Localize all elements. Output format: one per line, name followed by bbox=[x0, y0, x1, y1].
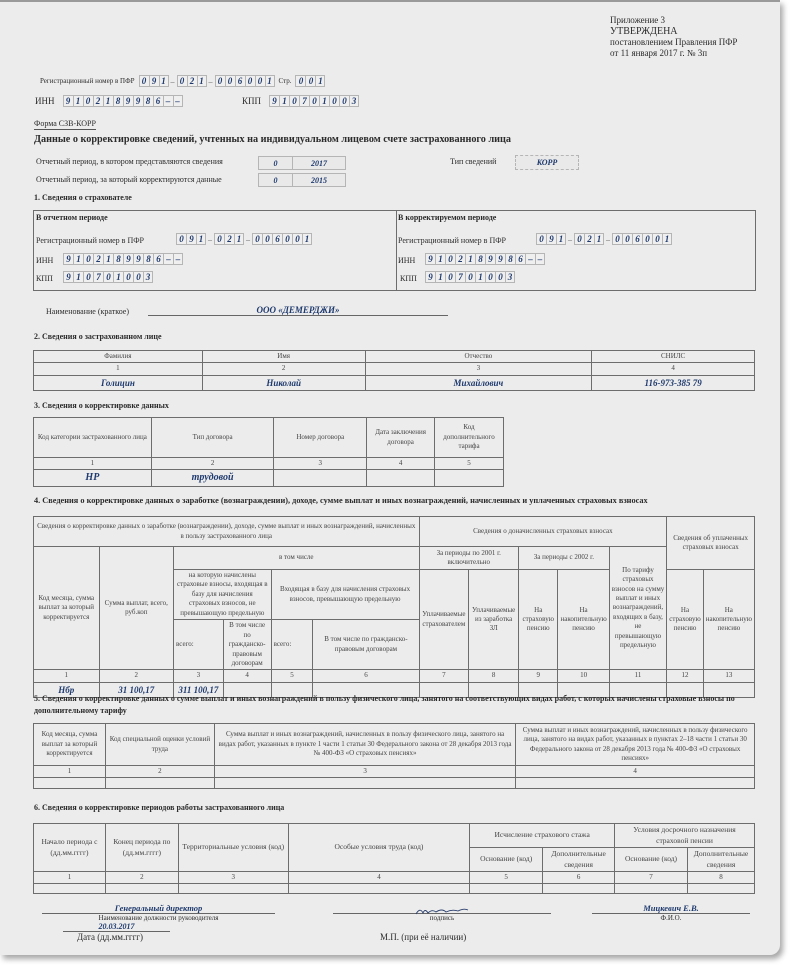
inn-digit-cell[interactable]: 9 bbox=[63, 95, 73, 107]
header-all: всего: bbox=[174, 620, 224, 670]
empty-cell[interactable] bbox=[615, 884, 688, 894]
left-kpp-field[interactable] bbox=[63, 271, 153, 283]
header-additional-info-early: Дополнительные сведения bbox=[687, 848, 754, 872]
stamp-label: М.П. (при её наличии) bbox=[380, 932, 467, 942]
table-row bbox=[34, 884, 755, 894]
info-type-value: КОРР bbox=[536, 158, 558, 167]
header-sum-point1: Сумма выплат и иных вознаграждений, начисленных в пользу физического лица, занятого на видах работ, указанных в пункте 1 части 1 статьи 30 Федерального закона от 28 декабря 2013 года № 400-ФЗ «О страховых пенсиях» bbox=[214, 724, 516, 766]
section6-title: 6. Сведения о корректировке периодов работы застрахованного лица bbox=[34, 803, 285, 812]
col-number: 8 bbox=[687, 872, 754, 884]
reg-digit-cell[interactable]: 6 bbox=[235, 75, 245, 87]
reg-digit-cell[interactable]: 0 bbox=[574, 233, 584, 245]
signature-label: подпись bbox=[429, 914, 455, 922]
contract-date-cell[interactable] bbox=[367, 470, 435, 487]
table-header-row bbox=[34, 418, 504, 458]
page-digit-cell[interactable]: 1 bbox=[315, 75, 325, 87]
reg-digit-cell[interactable]: 0 bbox=[176, 233, 186, 245]
right-kpp-label: КПП bbox=[400, 274, 417, 283]
top-reg-field[interactable] bbox=[139, 75, 275, 87]
approved-by-label: постановлением Правления ПФР bbox=[610, 37, 738, 47]
info-type-label: Тип сведений bbox=[450, 157, 497, 166]
inn-digit-cell[interactable]: 1 bbox=[103, 95, 113, 107]
reg-digit-cell[interactable]: 0 bbox=[652, 233, 662, 245]
kpp-digit-cell[interactable]: 9 bbox=[269, 95, 279, 107]
info-type-field[interactable] bbox=[515, 155, 579, 170]
earnings-cell[interactable]: Нбр bbox=[34, 682, 100, 697]
inn-digit-cell[interactable]: – bbox=[173, 253, 183, 265]
header-surname: Фамилия bbox=[34, 351, 203, 363]
table-row bbox=[34, 470, 504, 487]
inn-digit-cell[interactable]: 0 bbox=[445, 253, 455, 265]
inn-digit-cell[interactable]: 0 bbox=[83, 253, 93, 265]
col-number: 7 bbox=[615, 872, 688, 884]
kpp-digit-cell[interactable]: 1 bbox=[113, 271, 123, 283]
reg-digit-cell[interactable]: 9 bbox=[186, 233, 196, 245]
kpp-digit-cell[interactable]: 0 bbox=[339, 95, 349, 107]
right-reg-field[interactable] bbox=[536, 233, 672, 245]
dash-separator: – bbox=[208, 76, 213, 86]
table-row bbox=[34, 778, 755, 789]
kpp-digit-cell[interactable]: 9 bbox=[63, 271, 73, 283]
empty-cell[interactable] bbox=[288, 884, 470, 894]
page-digit-cell[interactable]: 0 bbox=[305, 75, 315, 87]
left-reg-field[interactable] bbox=[176, 233, 312, 245]
table-number-row bbox=[34, 670, 755, 682]
top-kpp-row bbox=[242, 95, 359, 107]
correction-table bbox=[33, 417, 504, 487]
col-number: 9 bbox=[519, 670, 558, 682]
header-seniority-group: Исчисление страхового стажа bbox=[470, 824, 615, 848]
col-number: 4 bbox=[223, 670, 271, 682]
reg-digit-cell[interactable]: 6 bbox=[272, 233, 282, 245]
reg-digit-cell[interactable]: 0 bbox=[292, 233, 302, 245]
kpp-digit-cell[interactable]: 3 bbox=[143, 271, 153, 283]
header-paid-group: Сведения об уплаченных страховых взносах bbox=[667, 517, 755, 570]
empty-cell[interactable] bbox=[105, 778, 214, 789]
col-number: 7 bbox=[419, 670, 469, 682]
inn-digit-cell[interactable]: 9 bbox=[495, 253, 505, 265]
earnings-cell[interactable]: 31 100,17 bbox=[99, 682, 173, 697]
inn-digit-cell[interactable]: 6 bbox=[153, 95, 163, 107]
position-field[interactable]: Генеральный директор bbox=[42, 903, 275, 914]
contract-number-cell[interactable] bbox=[274, 470, 367, 487]
reg-digit-cell[interactable]: 9 bbox=[149, 75, 159, 87]
inn-digit-cell[interactable]: – bbox=[173, 95, 183, 107]
period-corr-label: Отчетный период, за который корректируются данные bbox=[36, 175, 222, 184]
fio-field[interactable]: Мицкевич Е.В. bbox=[592, 903, 750, 914]
col-number: 3 bbox=[178, 872, 288, 884]
kpp-digit-cell[interactable]: 0 bbox=[133, 271, 143, 283]
empty-cell[interactable] bbox=[543, 884, 615, 894]
top-reg-row bbox=[40, 75, 325, 87]
inn-digit-cell[interactable]: 2 bbox=[93, 95, 103, 107]
kpp-digit-cell[interactable]: 0 bbox=[445, 271, 455, 283]
table-number-row bbox=[34, 458, 504, 470]
table-number-row bbox=[34, 872, 755, 884]
snils-cell[interactable]: 116-973-385 79 bbox=[592, 375, 755, 390]
reg-digit-cell[interactable]: 0 bbox=[139, 75, 149, 87]
inn-digit-cell[interactable]: 9 bbox=[133, 253, 143, 265]
header-month-code: Код месяца, сумма выплат за который корректируется bbox=[34, 547, 100, 670]
inn-digit-cell[interactable]: – bbox=[525, 253, 535, 265]
col-number: 2 bbox=[105, 766, 214, 778]
right-inn-label: ИНН bbox=[398, 256, 416, 265]
header-paid-insurance-pension: На страховую пенсию bbox=[667, 570, 703, 670]
header-period-start: Начало периода с (дд.мм.гггг) bbox=[34, 824, 106, 872]
col-number: 2 bbox=[105, 872, 178, 884]
header-to-2001: За периоды по 2001 г. включительно bbox=[419, 547, 519, 570]
col-number: 1 bbox=[34, 766, 106, 778]
kpp-digit-cell[interactable]: 0 bbox=[83, 271, 93, 283]
inn-digit-cell[interactable]: 0 bbox=[83, 95, 93, 107]
col-number: 8 bbox=[469, 670, 519, 682]
approval-block bbox=[610, 15, 737, 59]
section3-title: 3. Сведения о корректировке данных bbox=[34, 401, 169, 410]
work-periods-table bbox=[33, 823, 755, 894]
kpp-digit-cell[interactable]: 0 bbox=[329, 95, 339, 107]
table-number-row bbox=[34, 766, 755, 778]
inn-digit-cell[interactable]: – bbox=[163, 95, 173, 107]
reg-digit-cell[interactable]: 0 bbox=[622, 233, 632, 245]
empty-cell[interactable] bbox=[34, 884, 106, 894]
header-insurance-pension: На страховую пенсию bbox=[519, 570, 558, 670]
kpp-digit-cell[interactable]: 7 bbox=[455, 271, 465, 283]
inn-digit-cell[interactable]: 8 bbox=[113, 95, 123, 107]
inn-digit-cell[interactable]: 6 bbox=[515, 253, 525, 265]
header-territorial: Территориальные условия (код) bbox=[178, 824, 288, 872]
name-cell[interactable]: Николай bbox=[202, 375, 365, 390]
fio-label: Ф.И.О. bbox=[660, 914, 682, 922]
additional-tariff-table bbox=[33, 723, 755, 789]
date-field[interactable]: 20.03.2017 bbox=[63, 922, 170, 932]
reg-digit-cell[interactable]: 0 bbox=[245, 75, 255, 87]
kpp-digit-cell[interactable]: 1 bbox=[279, 95, 289, 107]
appendix-label: Приложение 3 bbox=[610, 15, 666, 25]
col-number: 1 bbox=[34, 458, 152, 470]
kpp-digit-cell[interactable]: 3 bbox=[349, 95, 359, 107]
header-category: Код категории застрахованного лица bbox=[34, 418, 152, 458]
tariff-code-cell[interactable] bbox=[435, 470, 504, 487]
inn-digit-cell[interactable]: 8 bbox=[143, 95, 153, 107]
inn-digit-cell[interactable]: 1 bbox=[465, 253, 475, 265]
reg-digit-cell[interactable]: 0 bbox=[255, 75, 265, 87]
approved-label: УТВЕРЖДЕНА bbox=[610, 26, 678, 37]
form-name: Форма СЗВ-КОРР bbox=[34, 119, 96, 128]
col-number: 3 bbox=[214, 766, 516, 778]
insurer-divider bbox=[396, 211, 397, 290]
position-label: Наименование должности руководителя bbox=[98, 914, 219, 922]
inn-digit-cell[interactable]: – bbox=[535, 253, 545, 265]
earnings-table bbox=[33, 516, 755, 698]
header-exceeding: Входящая в базу для начисления страховых взносов, превышающую предельную bbox=[271, 570, 419, 620]
kpp-digit-cell[interactable]: 9 bbox=[425, 271, 435, 283]
reg-digit-cell[interactable]: 1 bbox=[265, 75, 275, 87]
col-number: 11 bbox=[609, 670, 667, 682]
kpp-digit-cell[interactable]: 0 bbox=[485, 271, 495, 283]
reg-digit-cell[interactable]: 1 bbox=[159, 75, 169, 87]
reg-digit-cell[interactable]: 0 bbox=[214, 233, 224, 245]
section2-title: 2. Сведения о застрахованном лице bbox=[34, 332, 162, 341]
header-incl-civil-exceed: В том числе по гражданско-правовым договорам bbox=[313, 620, 419, 670]
empty-cell[interactable] bbox=[687, 884, 754, 894]
inn-digit-cell[interactable]: 8 bbox=[475, 253, 485, 265]
period-corr-code: 0 bbox=[259, 174, 293, 186]
inn-digit-cell[interactable]: 9 bbox=[425, 253, 435, 265]
table-number-row bbox=[34, 363, 755, 375]
col-number: 2 bbox=[99, 670, 173, 682]
col-number: 1 bbox=[34, 363, 203, 375]
top-kpp-label: КПП bbox=[242, 96, 262, 106]
header-by-tariff: По тарифу страховых взносов на сумму выплат и иных вознаграждений, входящих в базу, не превышающую предельную bbox=[609, 547, 667, 670]
approved-date-label: от 11 января 2017 г. № 3п bbox=[610, 48, 708, 58]
header-paid-funded-pension: На накопительную пенсию bbox=[703, 570, 754, 670]
reg-digit-cell[interactable]: 6 bbox=[632, 233, 642, 245]
header-tariff-code: Код дополнительного тарифа bbox=[435, 418, 504, 458]
period-corr-field[interactable] bbox=[258, 173, 346, 187]
header-including: в том числе bbox=[174, 547, 419, 570]
header-additional-group: Сведения о доначисленных страховых взносах bbox=[419, 517, 667, 547]
page-number-field[interactable] bbox=[295, 75, 325, 87]
col-number: 1 bbox=[34, 872, 106, 884]
header-all-exceed: всего: bbox=[271, 620, 313, 670]
empty-cell[interactable] bbox=[178, 884, 288, 894]
left-inn-field[interactable] bbox=[63, 253, 183, 265]
inn-digit-cell[interactable]: 9 bbox=[485, 253, 495, 265]
header-from-2002: За периоды с 2002 г. bbox=[519, 547, 610, 570]
inn-digit-cell[interactable]: 6 bbox=[153, 253, 163, 265]
reg-digit-cell[interactable]: 0 bbox=[612, 233, 622, 245]
dash-separator: – bbox=[208, 234, 212, 244]
period-report-label: Отчетный период, в котором представляются сведения bbox=[36, 157, 223, 166]
category-cell[interactable]: НР bbox=[34, 470, 152, 487]
top-reg-label: Регистрационный номер в ПФР bbox=[40, 77, 135, 85]
page-digit-cell[interactable]: 0 bbox=[295, 75, 305, 87]
header-assessment-code: Код специальной оценки условий труда bbox=[105, 724, 214, 766]
header-patronymic: Отчество bbox=[365, 351, 592, 363]
top-inn-label: ИНН bbox=[35, 96, 55, 106]
reg-digit-cell[interactable]: 0 bbox=[225, 75, 235, 87]
kpp-digit-cell[interactable]: 3 bbox=[505, 271, 515, 283]
period-report-year: 2017 bbox=[311, 158, 327, 168]
col-number: 5 bbox=[271, 670, 313, 682]
header-contract-number: Номер договора bbox=[274, 418, 367, 458]
inn-digit-cell[interactable]: 2 bbox=[455, 253, 465, 265]
kpp-digit-cell[interactable]: 7 bbox=[299, 95, 309, 107]
right-kpp-field[interactable] bbox=[425, 271, 515, 283]
right-heading: В корректируемом периоде bbox=[398, 213, 497, 222]
empty-cell[interactable] bbox=[214, 778, 516, 789]
inn-digit-cell[interactable]: 9 bbox=[123, 253, 133, 265]
col-number: 4 bbox=[592, 363, 755, 375]
table-header-row bbox=[34, 724, 755, 766]
section4-title: 4. Сведения о корректировке данных о заработке (вознаграждении), доходе, сумме выплат и иных вознаграждений, начисленных и уплаченных страховых взносах bbox=[34, 496, 648, 505]
header-contract-type: Тип договора bbox=[151, 418, 274, 458]
kpp-digit-cell[interactable]: 1 bbox=[319, 95, 329, 107]
kpp-digit-cell[interactable]: 0 bbox=[289, 95, 299, 107]
col-number: 3 bbox=[274, 458, 367, 470]
col-number: 4 bbox=[516, 766, 755, 778]
left-inn-label: ИНН bbox=[36, 256, 54, 265]
name-field[interactable]: ООО «ДЕМЕРДЖИ» bbox=[148, 305, 448, 316]
reg-digit-cell[interactable]: 2 bbox=[224, 233, 234, 245]
reg-digit-cell[interactable]: 1 bbox=[234, 233, 244, 245]
patronymic-cell[interactable]: Михайлович bbox=[365, 375, 592, 390]
empty-cell[interactable] bbox=[516, 778, 755, 789]
col-number: 3 bbox=[174, 670, 224, 682]
inn-digit-cell[interactable]: 1 bbox=[73, 253, 83, 265]
page-label: Стр. bbox=[278, 77, 292, 85]
kpp-digit-cell[interactable]: 1 bbox=[73, 271, 83, 283]
reg-digit-cell[interactable]: 1 bbox=[196, 233, 206, 245]
right-reg-label: Регистрационный номер в ПФР bbox=[398, 236, 506, 245]
col-number: 6 bbox=[313, 670, 419, 682]
inn-digit-cell[interactable]: 9 bbox=[123, 95, 133, 107]
reg-digit-cell[interactable]: 1 bbox=[556, 233, 566, 245]
inn-digit-cell[interactable]: 1 bbox=[73, 95, 83, 107]
reg-digit-cell[interactable]: 0 bbox=[262, 233, 272, 245]
reg-digit-cell[interactable]: 0 bbox=[177, 75, 187, 87]
reg-digit-cell[interactable]: 2 bbox=[584, 233, 594, 245]
header-total-sum: Сумма выплат, всего, руб.коп bbox=[99, 547, 173, 670]
header-incl-civil: В том числе по гражданско-правовым договорам bbox=[223, 620, 271, 670]
surname-cell[interactable]: Голицин bbox=[34, 375, 203, 390]
date-label: Дата (дд.мм.гггг) bbox=[77, 932, 143, 942]
kpp-digit-cell[interactable]: 0 bbox=[123, 271, 133, 283]
empty-cell[interactable] bbox=[470, 884, 543, 894]
empty-cell[interactable] bbox=[34, 778, 106, 789]
dash-separator: – bbox=[568, 234, 572, 244]
reg-digit-cell[interactable]: 1 bbox=[302, 233, 312, 245]
kpp-digit-cell[interactable]: 0 bbox=[309, 95, 319, 107]
signature-field[interactable] bbox=[333, 903, 551, 914]
inn-digit-cell[interactable]: 1 bbox=[103, 253, 113, 265]
form-title: Данные о корректировке сведений, учтенных на индивидуальном лицевом счете застрахованного лица bbox=[34, 134, 511, 145]
header-basis-code-early: Основание (код) bbox=[615, 848, 688, 872]
inn-digit-cell[interactable]: 9 bbox=[133, 95, 143, 107]
inn-digit-cell[interactable]: 2 bbox=[93, 253, 103, 265]
header-early-pension-group: Условия досрочного назначения страховой пенсии bbox=[615, 824, 755, 848]
col-number: 5 bbox=[435, 458, 504, 470]
col-number: 1 bbox=[34, 670, 100, 682]
inn-digit-cell[interactable]: 8 bbox=[113, 253, 123, 265]
reg-digit-cell[interactable]: 2 bbox=[187, 75, 197, 87]
top-inn-field[interactable] bbox=[63, 95, 183, 107]
empty-cell[interactable] bbox=[105, 884, 178, 894]
period-report-code: 0 bbox=[259, 157, 293, 169]
header-basis-code: Основание (код) bbox=[470, 848, 543, 872]
inn-digit-cell[interactable]: 8 bbox=[143, 253, 153, 265]
header-sum-points2-18: Сумма выплат и иных вознаграждений, начисленных в пользу физического лица, занятого на видах работ, указанных в пунктах 2–18 части 1 статьи 30 Федерального закона от 28 декабря 2013 года № 400-ФЗ «О страховых пенсиях» bbox=[516, 724, 755, 766]
left-kpp-label: КПП bbox=[36, 274, 53, 283]
header-paid-by-insurer: Уплачиваемые страхователем bbox=[419, 570, 469, 670]
header-month-code: Код месяца, сумма выплат за который корректируется bbox=[34, 724, 106, 766]
header-name: Имя bbox=[202, 351, 365, 363]
kpp-digit-cell[interactable]: 0 bbox=[465, 271, 475, 283]
col-number: 4 bbox=[288, 872, 470, 884]
inn-digit-cell[interactable]: – bbox=[163, 253, 173, 265]
dash-separator: – bbox=[246, 234, 250, 244]
col-number: 4 bbox=[367, 458, 435, 470]
kpp-digit-cell[interactable]: 7 bbox=[93, 271, 103, 283]
reg-digit-cell[interactable]: 9 bbox=[546, 233, 556, 245]
period-corr-year: 2015 bbox=[311, 175, 327, 185]
contract-type-cell[interactable]: трудовой bbox=[151, 470, 274, 487]
left-heading: В отчетном периоде bbox=[36, 213, 108, 222]
period-report-field[interactable] bbox=[258, 156, 346, 170]
kpp-digit-cell[interactable]: 1 bbox=[435, 271, 445, 283]
dash-separator: – bbox=[170, 76, 175, 86]
header-snils: СНИЛС bbox=[592, 351, 755, 363]
kpp-digit-cell[interactable]: 0 bbox=[495, 271, 505, 283]
section5-title: 5. Сведения о корректировке данных о сумме выплат и иных вознаграждений в пользу физического лица, занятого на соответствующих видах работ, с которых начислены страховые взносы по дополнительному тарифу bbox=[34, 694, 735, 715]
kpp-digit-cell[interactable]: 0 bbox=[103, 271, 113, 283]
col-number: 2 bbox=[151, 458, 274, 470]
table-header-row bbox=[34, 351, 755, 363]
header-period-end: Конец периода по (дд.мм.гггг) bbox=[105, 824, 178, 872]
kpp-digit-cell[interactable]: 1 bbox=[475, 271, 485, 283]
header-earnings-group: Сведения о корректировке данных о заработке (вознаграждении), доходе, сумме выплат и иных вознаграждений, начисленных в пользу застрахованного лица bbox=[34, 517, 420, 547]
header-additional-info: Дополнительные сведения bbox=[543, 848, 615, 872]
section1-title: 1. Сведения о страхователе bbox=[34, 193, 132, 202]
reg-digit-cell[interactable]: 0 bbox=[536, 233, 546, 245]
table-row bbox=[34, 375, 755, 390]
inn-digit-cell[interactable]: 8 bbox=[505, 253, 515, 265]
reg-digit-cell[interactable]: 1 bbox=[594, 233, 604, 245]
top-kpp-field[interactable] bbox=[269, 95, 359, 107]
insured-person-table bbox=[33, 350, 755, 391]
dash-separator: – bbox=[606, 234, 610, 244]
top-inn-row bbox=[35, 95, 183, 107]
col-number: 10 bbox=[558, 670, 609, 682]
left-reg-label: Регистрационный номер в ПФР bbox=[36, 236, 144, 245]
col-number: 2 bbox=[202, 363, 365, 375]
reg-digit-cell[interactable]: 0 bbox=[642, 233, 652, 245]
header-special-conditions: Особые условия труда (код) bbox=[288, 824, 470, 872]
earnings-cell[interactable]: 311 100,17 bbox=[174, 682, 224, 697]
reg-digit-cell[interactable]: 0 bbox=[215, 75, 225, 87]
inn-digit-cell[interactable]: 9 bbox=[63, 253, 73, 265]
right-inn-field[interactable] bbox=[425, 253, 545, 265]
inn-digit-cell[interactable]: 1 bbox=[435, 253, 445, 265]
header-not-exceeding: на которую начислены страховые взносы, входящая в базу для начисления страховых взносов, не превышающую предельную bbox=[174, 570, 272, 620]
col-number: 6 bbox=[543, 872, 615, 884]
reg-digit-cell[interactable]: 0 bbox=[252, 233, 262, 245]
col-number: 12 bbox=[667, 670, 703, 682]
col-number: 13 bbox=[703, 670, 754, 682]
reg-digit-cell[interactable]: 1 bbox=[662, 233, 672, 245]
header-contract-date: Дата заключения договора bbox=[367, 418, 435, 458]
name-label: Наименование (краткое) bbox=[46, 307, 130, 316]
reg-digit-cell[interactable]: 1 bbox=[197, 75, 207, 87]
col-number: 5 bbox=[470, 872, 543, 884]
header-funded-pension: На накопительную пенсию bbox=[558, 570, 609, 670]
reg-digit-cell[interactable]: 0 bbox=[282, 233, 292, 245]
col-number: 3 bbox=[365, 363, 592, 375]
header-paid-from-salary: Уплачиваемые из заработка ЗЛ bbox=[469, 570, 519, 670]
